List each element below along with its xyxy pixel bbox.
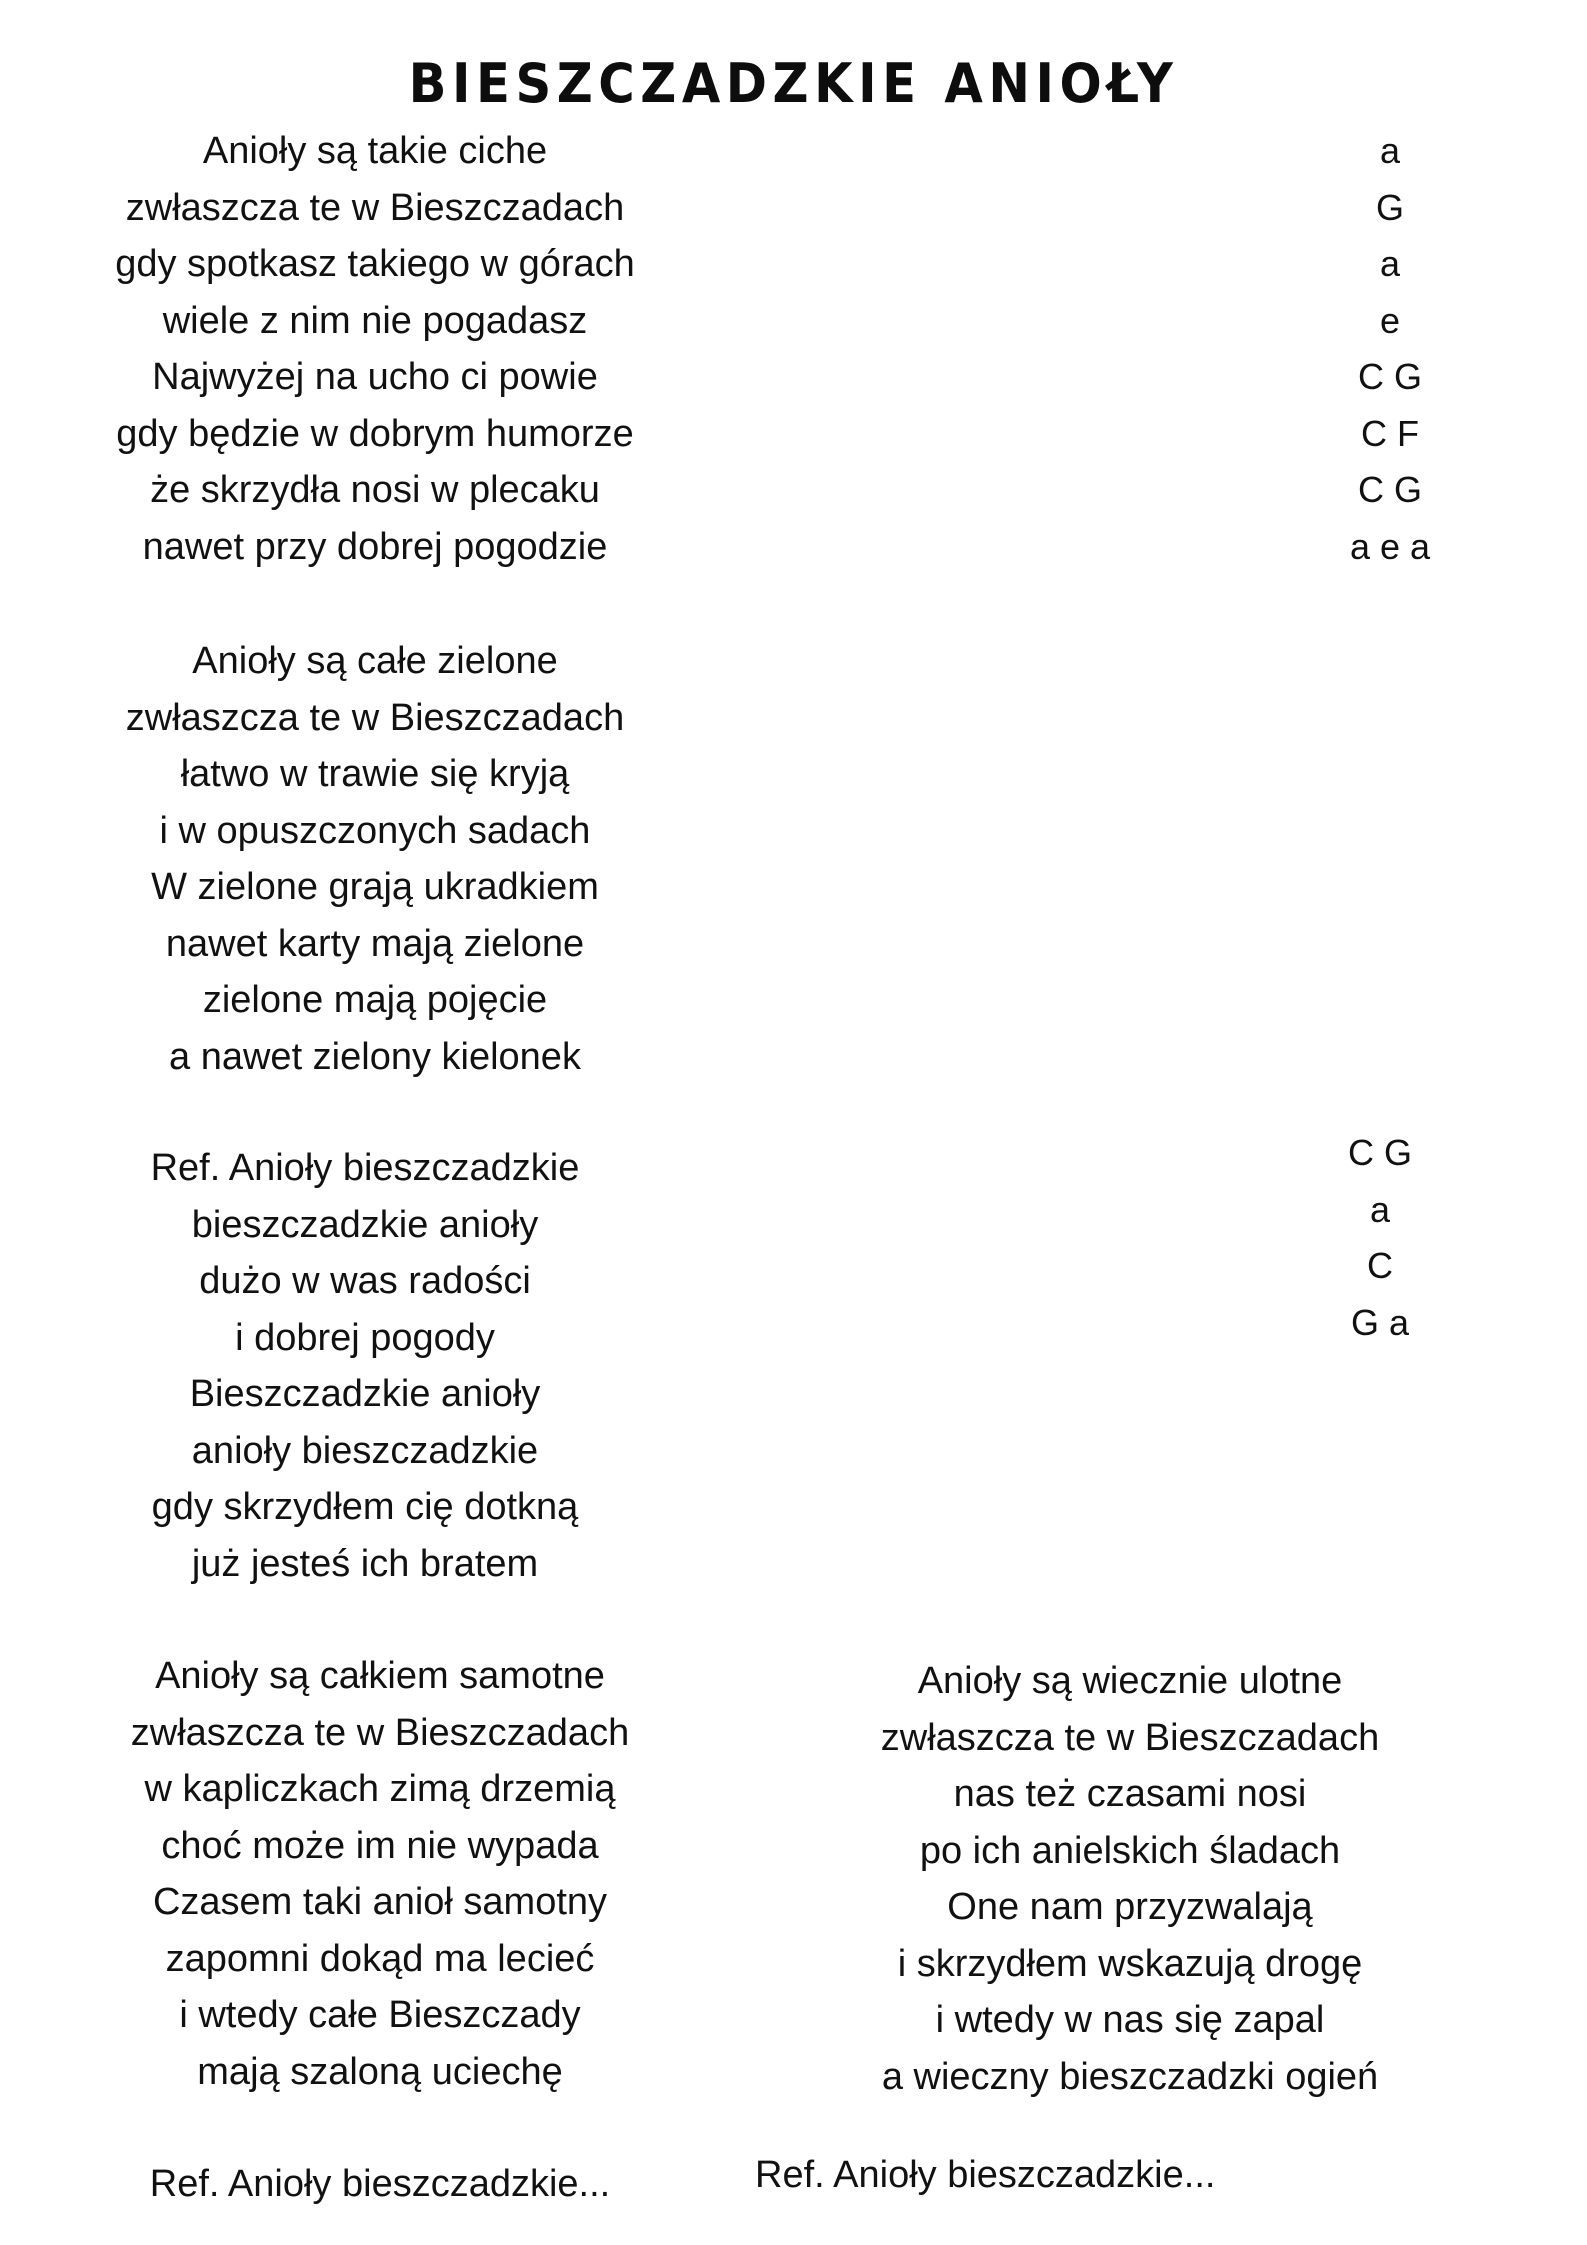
lyric-line: gdy spotkasz takiego w górach [115,243,635,285]
lyric-line: bieszczadzkie anioły [191,1203,539,1246]
refrain [50,1140,680,1592]
chord-line: a [1369,1188,1391,1230]
chord-line: C G [1357,356,1422,397]
chord-line: a [1379,130,1401,171]
chord-line: a e a [1349,525,1431,567]
lyric-line: nawet karty mają zielone [165,922,585,965]
lyric-line: i dobrej pogody [235,1316,495,1359]
song-title: BIESZCZADZKIE ANIOŁY [408,52,1179,115]
lyric-line: Bieszczadzkie anioły [189,1373,541,1415]
lyric-line: zapomni dokąd ma lecieć [165,1937,595,1980]
lyric-line: Najwyżej na ucho ci powie [152,356,598,398]
lyric-line: One nam przyzwalają [947,1886,1313,1928]
lyric-line: W zielone grają ukradkiem [151,866,599,908]
lyric-line: Anioły są wiecznie ulotne [917,1660,1343,1702]
chord-line: C G [1357,469,1422,510]
verse-2 [60,633,690,1085]
refrain-reference: Ref. Anioły bieszczadzkie... [755,2154,1216,2196]
chord-line: C G [1347,1132,1412,1173]
lyric-line: łatwo w trawie się kryją [180,753,570,795]
lyric-line: a wieczny bieszczadzki ogień [881,2055,1379,2098]
lyric-line: w kapliczkach zimą drzemią [144,1768,616,1810]
lyric-line: mają szaloną uciechę [197,2050,563,2093]
chord-line: G [1375,186,1404,228]
lyric-line: a nawet zielony kielonek [169,1035,581,1078]
refrain-chords [1300,1125,1460,1351]
verse-3 [65,1648,695,2213]
lyric-line: zwłaszcza te w Bieszczadach [880,1716,1380,1759]
lyric-line: i wtedy całe Bieszczady [179,1994,581,2036]
lyric-line: zwłaszcza te w Bieszczadach [125,186,625,229]
lyric-line: zwłaszcza te w Bieszczadach [125,696,625,739]
chord-line: C [1367,1245,1393,1286]
verse-4-refrain [755,2147,1215,2204]
lyric-line: i skrzydłem wskazują drogę [897,1942,1363,1985]
lyric-line: Anioły są całkiem samotne [155,1655,605,1697]
lyric-line: nas też czasami nosi [953,1773,1307,1815]
lyric-line: gdy będzie w dobrym humorze [116,412,634,455]
lyric-line: zwłaszcza te w Bieszczadach [130,1711,630,1754]
lyric-line: Czasem taki anioł samotny [152,1881,608,1923]
lyric-line: zielone mają pojęcie [202,979,548,1021]
verse-1 [60,123,690,575]
lyric-line: Ref. Anioły bieszczadzkie [150,1147,580,1189]
chord-line: e [1379,299,1401,341]
chord-line: a [1379,243,1401,284]
lyric-line: nawet przy dobrej pogodzie [142,525,608,568]
lyric-line: dużo w was radości [199,1260,531,1302]
lyric-line: i wtedy w nas się zapal [935,1999,1325,2041]
chord-line: C F [1361,412,1419,454]
lyric-line: już jesteś ich bratem [191,1542,539,1585]
lyric-line: Anioły są takie ciche [202,130,548,172]
verse-4 [815,1653,1445,2105]
refrain-reference: Ref. Anioły bieszczadzkie... [149,2163,611,2205]
lyric-line: gdy skrzydłem cię dotkną [151,1486,579,1528]
verse-1-chords [1310,123,1470,575]
lyric-line: że skrzydła nosi w plecaku [150,469,600,511]
lyric-line: wiele z nim nie pogadasz [162,299,588,342]
chord-line: G a [1350,1301,1410,1343]
lyric-line: anioły bieszczadzkie [191,1429,539,1472]
lyric-line: choć może im nie wypada [161,1824,599,1867]
lyric-line: i w opuszczonych sadach [159,809,591,852]
lyric-line: Anioły są całe zielone [192,640,558,682]
lyric-line: po ich anielskich śladach [919,1829,1341,1872]
